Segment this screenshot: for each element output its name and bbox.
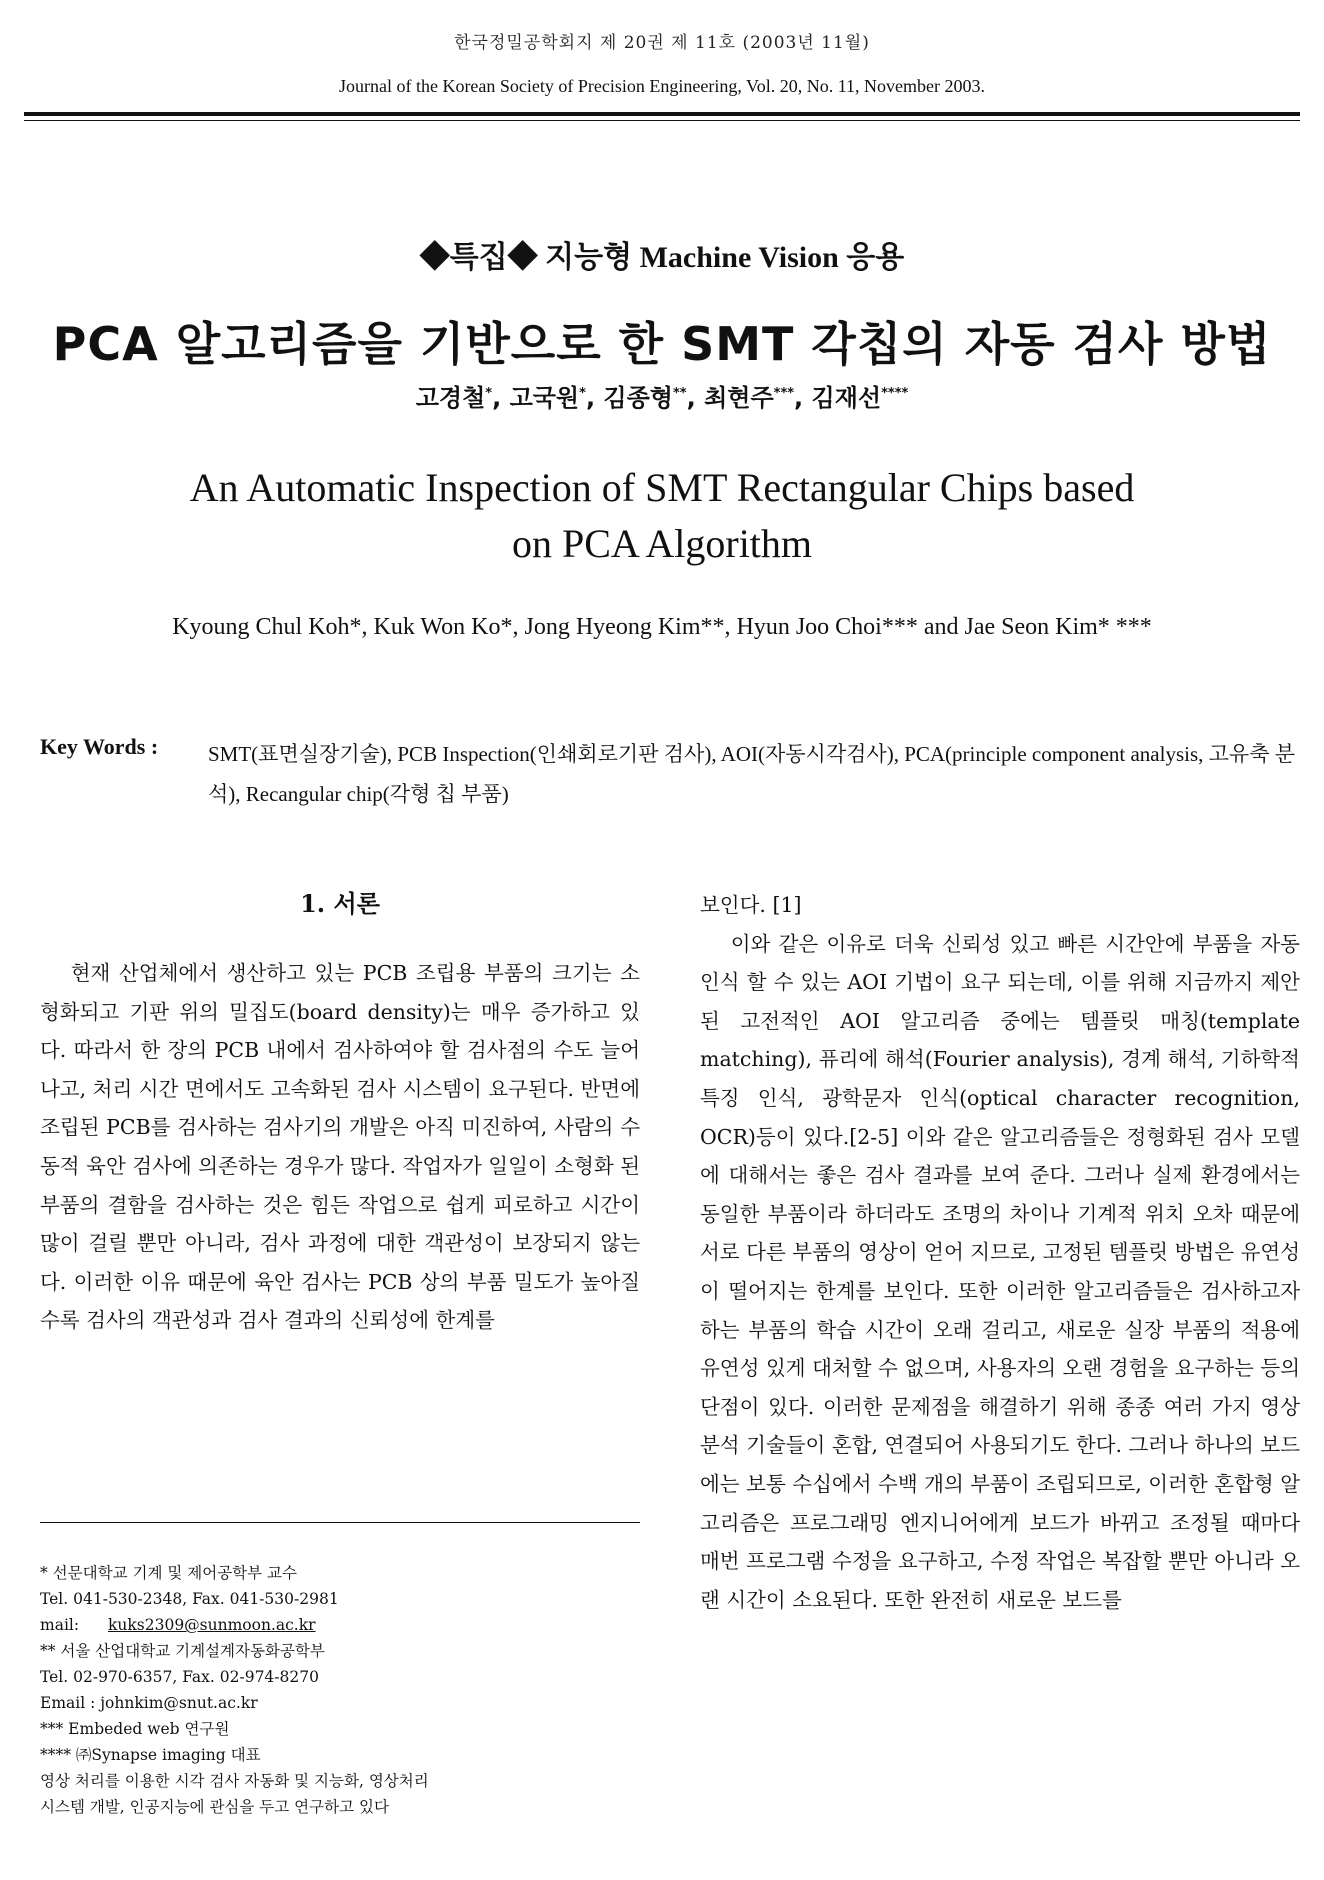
korean-authors: 고경철*, 고국원*, 김종형**, 최현주***, 김재선**** [415, 384, 909, 412]
author-name: 고경철 [415, 384, 486, 412]
author-mark: **** [881, 386, 909, 401]
footnote-email: Email : johnkim@snut.ac.kr [40, 1694, 258, 1712]
english-title: An Automatic Inspection of SMT Rectangular Chips based on PCA Algorithm [189, 465, 1135, 566]
right-column [700, 886, 1300, 1619]
footnote-research-interest: 시스템 개발, 인공지능에 관심을 두고 연구하고 있다 [40, 1798, 389, 1816]
body-paragraph-continuation: 보인다. [1] [700, 893, 802, 917]
body-paragraph: 현재 산업체에서 생산하고 있는 PCB 조립용 부품의 크기는 소형화되고 기판 위의 밀집도(board density)는 매우 증가하고 있다. 따라서 한 장의 PCB 내에서 검사하여야 할 검사점의 수도 늘어나고, 처리 시간 면에서도 고속화된 검사 시스템이 요구된다. 반면에 조립된 PCB를 검사하는 검사기의 개발은 아직 미진하여, 사람의 수동적 육안 검사에 의존하는 경우가 많다. 작업자가 일일이 소형화 된 부품의 결함을 검사하는 것은 힘든 작업으로 쉽게 피로하고 시간이 많이 걸릴 뿐만 아니라, 검사 과정에 대한 객관성이 보장되지 않는다. 이러한 이유 때문에 육안 검사는 PCB 상의 부품 밀도가 높아질수록 검사의 객관성과 검사 결과의 신뢰성에 한계를 [40, 961, 640, 1333]
footnote-affiliation: * 선문대학교 기계 및 제어공학부 교수 [40, 1564, 297, 1582]
author-mark: ** [672, 386, 687, 401]
footnote-contact: Tel. 02-970-6357, Fax. 02-974-8270 [40, 1668, 319, 1686]
footnote-affiliation: *** Embeded web 연구원 [40, 1720, 230, 1738]
english-authors: Kyoung Chul Koh*, Kuk Won Ko*, Jong Hyeong Kim**, Hyun Joo Choi*** and Jae Seon Kim* *** [172, 614, 1152, 640]
footnote-rule [40, 1522, 640, 1523]
author-mark: *** [773, 386, 795, 401]
footnote-contact: Tel. 041-530-2348, Fax. 041-530-2981 [40, 1590, 339, 1608]
header-rule-thick [24, 112, 1300, 116]
footnote-email-label: mail: [40, 1616, 80, 1634]
header-rule-thin [24, 120, 1300, 121]
author-name: 고국원 [509, 384, 580, 412]
footnote-email-link[interactable]: kuks2309@sunmoon.ac.kr [108, 1616, 316, 1634]
footnote-research-interest: 영상 처리를 이용한 시각 검사 자동화 및 지능화, 영상처리 [40, 1772, 429, 1790]
special-issue-label: ◆특집◆ 지능형 Machine Vision 응용 [419, 241, 905, 274]
korean-title: PCA 알고리즘을 기반으로 한 SMT 각칩의 자동 검사 방법 [52, 317, 1272, 371]
journal-header-korean: 한국정밀공학회지 제 20권 제 11호 (2003년 11월) [454, 33, 870, 53]
body-paragraph: 이와 같은 이유로 더욱 신뢰성 있고 빠른 시간안에 부품을 자동 인식 할 수 있는 AOI 기법이 요구 되는데, 이를 위해 지금까지 제안된 고전적인 AOI 알고리즘 중에는 템플릿 매칭(template matching), 퓨리에 해석(Fourier analysis), 경계 해석, 기하학적 특징 인식, 광학문자 인식(optical character recognition, OCR)등이 있다.[2-5] 이와 같은 알고리즘들은 정형화된 검사 모델에 대해서는 좋은 검사 결과를 보여 준다. 그러나 실제 환경에서는 동일한 부품이라 하더라도 조명의 차이나 기계적 위치 오차 때문에 서로 다른 부품의 영상이 얻어 지므로, 고정된 템플릿 방법은 유연성이 떨어지는 한계를 보인다. 또한 이러한 알고리즘들은 검사하고자 하는 부품의 학습 시간이 오래 걸리고, 새로운 실장 부품의 적용에 유연성 있게 대처할 수 없으며, 사용자의 오랜 경험을 요구하는 등의 단점이 있다. 이러한 문제점을 해결하기 위해 종종 여러 가지 영상 분석 기술들이 혼합, 연결되어 사용되기도 한다. 그러나 하나의 보드에는 보통 수십에서 수백 개의 부품이 조립되므로, 이러한 혼합형 알고리즘은 프로그래밍 엔지니어에게 보드가 바뀌고 조정될 때마다 매번 프로그램 수정을 요구하고, 수정 작업은 복잡할 뿐만 아니라 오랜 시간이 소요된다. 또한 완전히 새로운 보드를 [700, 931, 1300, 1612]
author-name: 김재선 [811, 384, 882, 412]
section-heading: 1. 서론 [300, 889, 380, 918]
author-name: 김종형 [603, 384, 673, 412]
author-mark: * [579, 386, 586, 401]
left-column [40, 954, 640, 1340]
footnote-email-line [40, 1612, 640, 1638]
footnotes [40, 1560, 640, 1820]
journal-header-english: Journal of the Korean Society of Precision Engineering, Vol. 20, No. 11, November 2003. [338, 76, 986, 96]
author-name: 최현주 [704, 384, 774, 412]
footnote-affiliation: **** ㈜Synapse imaging 대표 [40, 1746, 261, 1764]
author-mark: * [485, 386, 493, 401]
keywords-label: Key Words : [40, 734, 159, 759]
footnote-affiliation: ** 서울 산업대학교 기계설계자동화공학부 [40, 1642, 325, 1660]
keywords-text: SMT(표면실장기술), PCB Inspection(인쇄회로기판 검사), AOI(자동시각검사), PCA(principle component analysis, 고유축 분석), Recangular chip(각형 칩 부품) [208, 742, 1296, 806]
